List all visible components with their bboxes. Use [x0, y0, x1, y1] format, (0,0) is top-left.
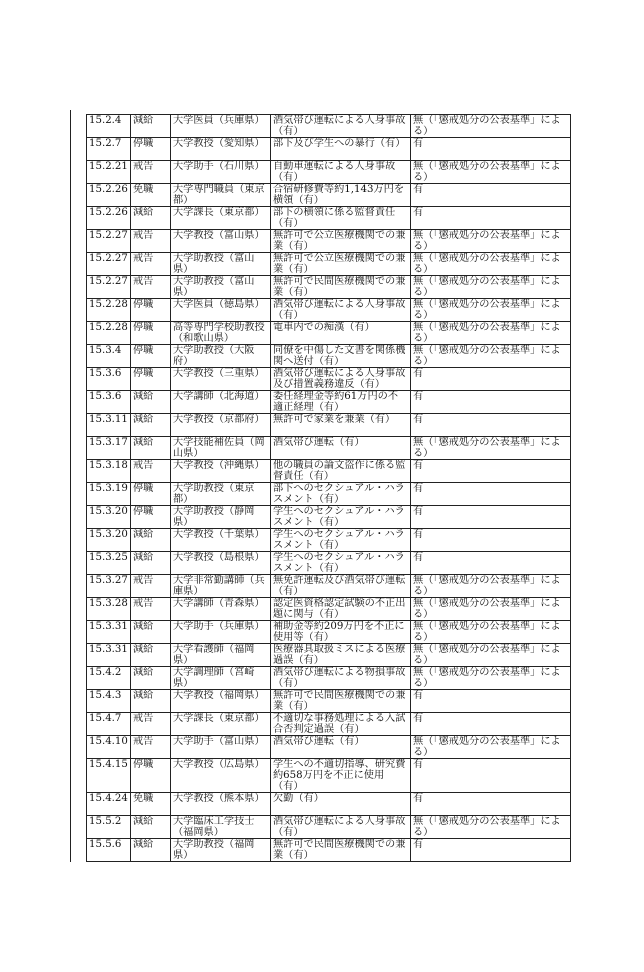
date-cell: 15.3.11 — [87, 414, 131, 437]
position-cell: 大学講師（青森県） — [171, 598, 271, 621]
position-cell: 大学調理師（宮崎県） — [171, 667, 271, 690]
date-cell: 15.3.4 — [87, 345, 131, 368]
date-cell: 15.5.6 — [87, 839, 131, 862]
description-cell: 学生へのセクシュアル・ハラスメント（有） — [271, 529, 411, 552]
penalty-type-cell: 停職 — [131, 138, 171, 161]
date-cell: 15.2.28 — [87, 322, 131, 345]
publication-cell: 無（「懲戒処分の公表基準」による） — [411, 575, 571, 598]
date-cell: 15.3.17 — [87, 437, 131, 460]
position-cell: 大学教授（福岡県） — [171, 690, 271, 713]
date-cell: 15.3.31 — [87, 644, 131, 667]
description-cell: 無許可で民間医療機関での兼業（有） — [271, 690, 411, 713]
position-cell: 大学助教授（静岡県） — [171, 506, 271, 529]
publication-cell: 無（「懲戒処分の公表基準」による） — [411, 253, 571, 276]
penalty-type-cell: 免職 — [131, 793, 171, 816]
description-cell: 部下へのセクシュアル・ハラスメント（有） — [271, 483, 411, 506]
publication-cell: 無（「懲戒処分の公表基準」による） — [411, 230, 571, 253]
description-cell: 学生への不適切指導、研究費約658万円を不正に使用（有） — [271, 759, 411, 793]
description-cell: 無許可で家業を兼業（有） — [271, 414, 411, 437]
table-row — [87, 184, 571, 207]
penalty-type-cell: 減給 — [131, 816, 171, 839]
description-cell: 酒気帯び運転（有） — [271, 736, 411, 759]
table-row — [87, 793, 571, 816]
penalty-type-cell: 減給 — [131, 414, 171, 437]
description-cell: 部下及び学生への暴行（有） — [271, 138, 411, 161]
penalty-type-cell: 停職 — [131, 759, 171, 793]
penalty-type-cell: 減給 — [131, 552, 171, 575]
position-cell: 大学医員（兵庫県） — [171, 115, 271, 138]
penalty-type-cell: 戒告 — [131, 736, 171, 759]
table-row — [87, 322, 571, 345]
description-cell: 無許可で民間医療機関での兼業（有） — [271, 276, 411, 299]
date-cell: 15.2.27 — [87, 253, 131, 276]
publication-cell: 有 — [411, 391, 571, 414]
date-cell: 15.4.24 — [87, 793, 131, 816]
description-cell: 同僚を中傷した文書を関係機関へ送付（有） — [271, 345, 411, 368]
table-row — [87, 644, 571, 667]
publication-cell: 無（「懲戒処分の公表基準」による） — [411, 276, 571, 299]
description-cell: 他の職員の論文盗作に係る監督責任（有） — [271, 460, 411, 483]
date-cell: 15.5.2 — [87, 816, 131, 839]
penalty-type-cell: 減給 — [131, 115, 171, 138]
description-cell: 医療器具取扱ミスによる医療過誤（有） — [271, 644, 411, 667]
date-cell: 15.3.27 — [87, 575, 131, 598]
table-row — [87, 253, 571, 276]
position-cell: 大学非常勤講師（兵庫県） — [171, 575, 271, 598]
penalty-type-cell: 停職 — [131, 483, 171, 506]
date-cell: 15.4.7 — [87, 713, 131, 736]
date-cell: 15.4.3 — [87, 690, 131, 713]
penalty-type-cell: 戒告 — [131, 598, 171, 621]
description-cell: 補助金等約209万円を不正に使用等（有） — [271, 621, 411, 644]
date-cell: 15.4.10 — [87, 736, 131, 759]
penalty-type-cell: 戒告 — [131, 575, 171, 598]
table-body — [87, 115, 571, 862]
description-cell: 自動車運転による人身事故（有） — [271, 161, 411, 184]
table-row — [87, 759, 571, 793]
table-row — [87, 598, 571, 621]
position-cell: 大学教授（千葉県） — [171, 529, 271, 552]
table-row — [87, 839, 571, 862]
position-cell: 大学専門職員（東京都） — [171, 184, 271, 207]
penalty-type-cell: 停職 — [131, 506, 171, 529]
publication-cell: 無（「懲戒処分の公表基準」による） — [411, 161, 571, 184]
penalty-type-cell: 戒告 — [131, 460, 171, 483]
date-cell: 15.2.7 — [87, 138, 131, 161]
position-cell: 大学教授（三重県） — [171, 368, 271, 391]
penalty-type-cell: 減給 — [131, 839, 171, 862]
publication-cell: 無（「懲戒処分の公表基準」による） — [411, 115, 571, 138]
date-cell: 15.4.15 — [87, 759, 131, 793]
description-cell: 酒気帯び運転による物損事故（有） — [271, 667, 411, 690]
date-cell: 15.3.19 — [87, 483, 131, 506]
publication-cell: 有 — [411, 713, 571, 736]
table-row — [87, 161, 571, 184]
publication-cell: 有 — [411, 839, 571, 862]
publication-cell: 有 — [411, 506, 571, 529]
table-row — [87, 736, 571, 759]
left-margin-rule — [70, 110, 71, 862]
date-cell: 15.3.25 — [87, 552, 131, 575]
position-cell: 大学助手（石川県） — [171, 161, 271, 184]
publication-cell: 有 — [411, 138, 571, 161]
position-cell: 大学助教授（大阪府） — [171, 345, 271, 368]
table-row — [87, 368, 571, 391]
description-cell: 学生へのセクシュアル・ハラスメント（有） — [271, 552, 411, 575]
publication-cell: 無（「懲戒処分の公表基準」による） — [411, 322, 571, 345]
table-row — [87, 575, 571, 598]
date-cell: 15.2.27 — [87, 276, 131, 299]
publication-cell: 無（「懲戒処分の公表基準」による） — [411, 667, 571, 690]
table-row — [87, 414, 571, 437]
position-cell: 高等専門学校助教授（和歌山県） — [171, 322, 271, 345]
position-cell: 大学教授（愛知県） — [171, 138, 271, 161]
penalty-type-cell: 減給 — [131, 207, 171, 230]
description-cell: 酒気帯び運転による人身事故（有） — [271, 816, 411, 839]
position-cell: 大学教授（沖縄県） — [171, 460, 271, 483]
penalty-type-cell: 戒告 — [131, 161, 171, 184]
table-row — [87, 713, 571, 736]
position-cell: 大学臨床工学技士（福岡県） — [171, 816, 271, 839]
table-row — [87, 437, 571, 460]
table-row — [87, 552, 571, 575]
date-cell: 15.3.6 — [87, 391, 131, 414]
position-cell: 大学助手（富山県） — [171, 736, 271, 759]
description-cell: 不適切な事務処理による入試合否判定過誤（有） — [271, 713, 411, 736]
penalty-type-cell: 戒告 — [131, 276, 171, 299]
table-row — [87, 276, 571, 299]
position-cell: 大学助教授（福岡県） — [171, 839, 271, 862]
table-row — [87, 299, 571, 322]
table-row — [87, 816, 571, 839]
position-cell: 大学教授（京都府） — [171, 414, 271, 437]
date-cell: 15.3.31 — [87, 621, 131, 644]
publication-cell: 有 — [411, 184, 571, 207]
publication-cell: 有 — [411, 759, 571, 793]
date-cell: 15.3.20 — [87, 529, 131, 552]
position-cell: 大学講師（北海道） — [171, 391, 271, 414]
position-cell: 大学助教授（東京都） — [171, 483, 271, 506]
description-cell: 無免許運転及び酒気帯び運転（有） — [271, 575, 411, 598]
table-row — [87, 529, 571, 552]
description-cell: 無許可で公立医療機関での兼業（有） — [271, 253, 411, 276]
penalty-type-cell: 減給 — [131, 690, 171, 713]
publication-cell: 無（「懲戒処分の公表基準」による） — [411, 816, 571, 839]
date-cell: 15.2.28 — [87, 299, 131, 322]
position-cell: 大学技能補佐員（岡山県） — [171, 437, 271, 460]
publication-cell: 無（「懲戒処分の公表基準」による） — [411, 736, 571, 759]
penalty-type-cell: 停職 — [131, 322, 171, 345]
penalty-type-cell: 停職 — [131, 368, 171, 391]
penalty-type-cell: 減給 — [131, 621, 171, 644]
description-cell: 酒気帯び運転による人身事故及び措置義務違反（有） — [271, 368, 411, 391]
position-cell: 大学教授（広島県） — [171, 759, 271, 793]
disciplinary-cases-table — [86, 114, 571, 862]
date-cell: 15.2.26 — [87, 207, 131, 230]
table-row — [87, 483, 571, 506]
position-cell: 大学助教授（富山県） — [171, 276, 271, 299]
publication-cell: 有 — [411, 483, 571, 506]
penalty-type-cell: 減給 — [131, 644, 171, 667]
publication-cell: 有 — [411, 207, 571, 230]
publication-cell: 無（「懲戒処分の公表基準」による） — [411, 598, 571, 621]
publication-cell: 有 — [411, 552, 571, 575]
publication-cell: 有 — [411, 368, 571, 391]
publication-cell: 有 — [411, 793, 571, 816]
position-cell: 大学助手（兵庫県） — [171, 621, 271, 644]
description-cell: 電車内での痴漢（有） — [271, 322, 411, 345]
date-cell: 15.4.2 — [87, 667, 131, 690]
table-row — [87, 391, 571, 414]
description-cell: 学生へのセクシュアル・ハラスメント（有） — [271, 506, 411, 529]
description-cell: 無許可で公立医療機関での兼業（有） — [271, 230, 411, 253]
date-cell: 15.3.6 — [87, 368, 131, 391]
position-cell: 大学教授（熊本県） — [171, 793, 271, 816]
penalty-type-cell: 停職 — [131, 299, 171, 322]
date-cell: 15.2.21 — [87, 161, 131, 184]
position-cell: 大学教授（富山県） — [171, 230, 271, 253]
penalty-type-cell: 免職 — [131, 184, 171, 207]
position-cell: 大学助教授（富山県） — [171, 253, 271, 276]
description-cell: 認定医資格認定試験の不正出題に関与（有） — [271, 598, 411, 621]
publication-cell: 有 — [411, 529, 571, 552]
publication-cell: 無（「懲戒処分の公表基準」による） — [411, 299, 571, 322]
publication-cell: 無（「懲戒処分の公表基準」による） — [411, 437, 571, 460]
description-cell: 酒気帯び運転による人身事故（有） — [271, 115, 411, 138]
date-cell: 15.2.26 — [87, 184, 131, 207]
table-row — [87, 460, 571, 483]
description-cell: 無許可で民間医療機関での兼業（有） — [271, 839, 411, 862]
penalty-type-cell: 減給 — [131, 529, 171, 552]
penalty-type-cell: 減給 — [131, 437, 171, 460]
position-cell: 大学課長（東京都） — [171, 713, 271, 736]
penalty-type-cell: 戒告 — [131, 713, 171, 736]
table-row — [87, 230, 571, 253]
penalty-type-cell: 戒告 — [131, 253, 171, 276]
table-row — [87, 115, 571, 138]
description-cell: 合宿研修費等約1,143万円を横領（有） — [271, 184, 411, 207]
publication-cell: 無（「懲戒処分の公表基準」による） — [411, 621, 571, 644]
publication-cell: 有 — [411, 414, 571, 437]
publication-cell: 有 — [411, 460, 571, 483]
date-cell: 15.3.28 — [87, 598, 131, 621]
table-row — [87, 667, 571, 690]
table-row — [87, 345, 571, 368]
date-cell: 15.2.4 — [87, 115, 131, 138]
table-row — [87, 621, 571, 644]
table-row — [87, 690, 571, 713]
description-cell: 欠勤（有） — [271, 793, 411, 816]
description-cell: 委任経理金等約61万円の不適正経理（有） — [271, 391, 411, 414]
table-row — [87, 506, 571, 529]
date-cell: 15.3.20 — [87, 506, 131, 529]
table-row — [87, 207, 571, 230]
position-cell: 大学課長（東京都） — [171, 207, 271, 230]
penalty-type-cell: 減給 — [131, 391, 171, 414]
publication-cell: 無（「懲戒処分の公表基準」による） — [411, 345, 571, 368]
position-cell: 大学看護師（福岡県） — [171, 644, 271, 667]
publication-cell: 無（「懲戒処分の公表基準」による） — [411, 644, 571, 667]
description-cell: 部下の横領に係る監督責任（有） — [271, 207, 411, 230]
date-cell: 15.2.27 — [87, 230, 131, 253]
penalty-type-cell: 減給 — [131, 667, 171, 690]
date-cell: 15.3.18 — [87, 460, 131, 483]
penalty-type-cell: 停職 — [131, 345, 171, 368]
description-cell: 酒気帯び運転（有） — [271, 437, 411, 460]
position-cell: 大学教授（島根県） — [171, 552, 271, 575]
publication-cell: 有 — [411, 690, 571, 713]
description-cell: 酒気帯び運転による人身事故（有） — [271, 299, 411, 322]
position-cell: 大学医員（徳島県） — [171, 299, 271, 322]
table-row — [87, 138, 571, 161]
penalty-type-cell: 戒告 — [131, 230, 171, 253]
